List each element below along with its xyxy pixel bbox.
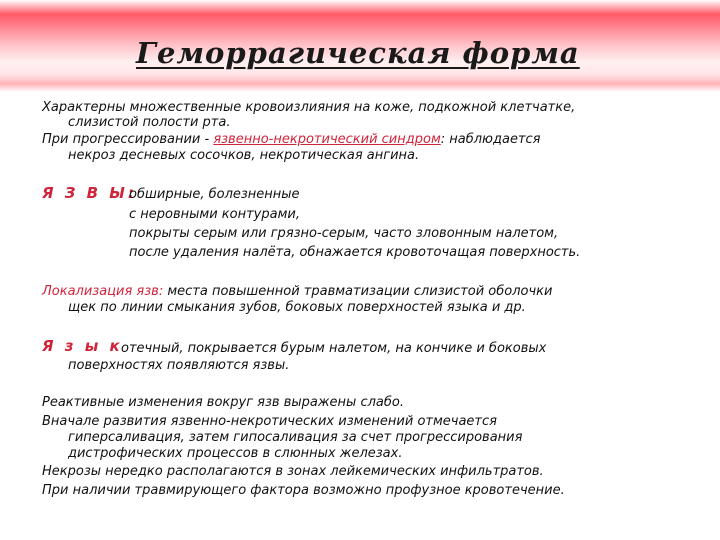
reactive-line-6: При наличии травмирующего фактора возможно профузное кровотечение.: [42, 483, 565, 498]
localization-line-2: щек по линии смыкания зубов, боковых поверхностей языка и др.: [68, 300, 526, 315]
localization-label: Локализация язв:: [42, 284, 164, 299]
reactive-line-1: Реактивные изменения вокруг язв выражены слабо.: [42, 395, 404, 410]
tongue-line-2: поверхностях появляются язвы.: [68, 358, 290, 373]
reactive-line-2: Вначале развития язвенно-некротических изменений отмечается: [42, 414, 497, 429]
intro-line-3-suffix: : наблюдается: [440, 132, 541, 147]
ulcers-line-3: покрыты серым или грязно-серым, часто зловонным налетом,: [129, 226, 559, 241]
tongue-heading: Я з ы к: [42, 337, 123, 355]
reactive-line-3: гиперсаливация, затем гипосаливация за счет прогрессирования: [68, 430, 523, 445]
ulcers-line-2: с неровными контурами,: [129, 207, 300, 222]
intro-line-3: [42, 131, 541, 148]
intro-line-3-prefix: При прогрессировании -: [42, 132, 214, 147]
intro-line-2: слизистой полости рта.: [68, 115, 231, 130]
intro-line-1: Характерны множественные кровоизлияния на коже, подкожной клетчатке,: [42, 100, 576, 115]
reactive-line-4: дистрофических процессов в слюнных железах.: [68, 446, 403, 461]
localization-line-1: [42, 283, 552, 300]
ulcers-line-1: обширные, болезненные: [129, 187, 300, 202]
intro-line-4: некроз десневых сосочков, некротическая ангина.: [68, 148, 420, 163]
ulcers-line-4: после удаления налёта, обнажается кровоточащая поверхность.: [129, 245, 581, 260]
necrotic-syndrome-link[interactable]: язвенно-некротический синдром: [213, 132, 441, 147]
ulcers-heading: Я З В Ы:: [42, 184, 137, 202]
tongue-line-1: отечный, покрывается бурым налетом, на кончике и боковых: [121, 341, 547, 356]
localization-text-1: места повышенной травматизации слизистой оболочки: [163, 284, 553, 299]
slide-title: Геморрагическая форма: [136, 36, 580, 70]
reactive-line-5: Некрозы нередко располагаются в зонах лейкемических инфильтратов.: [42, 464, 544, 479]
